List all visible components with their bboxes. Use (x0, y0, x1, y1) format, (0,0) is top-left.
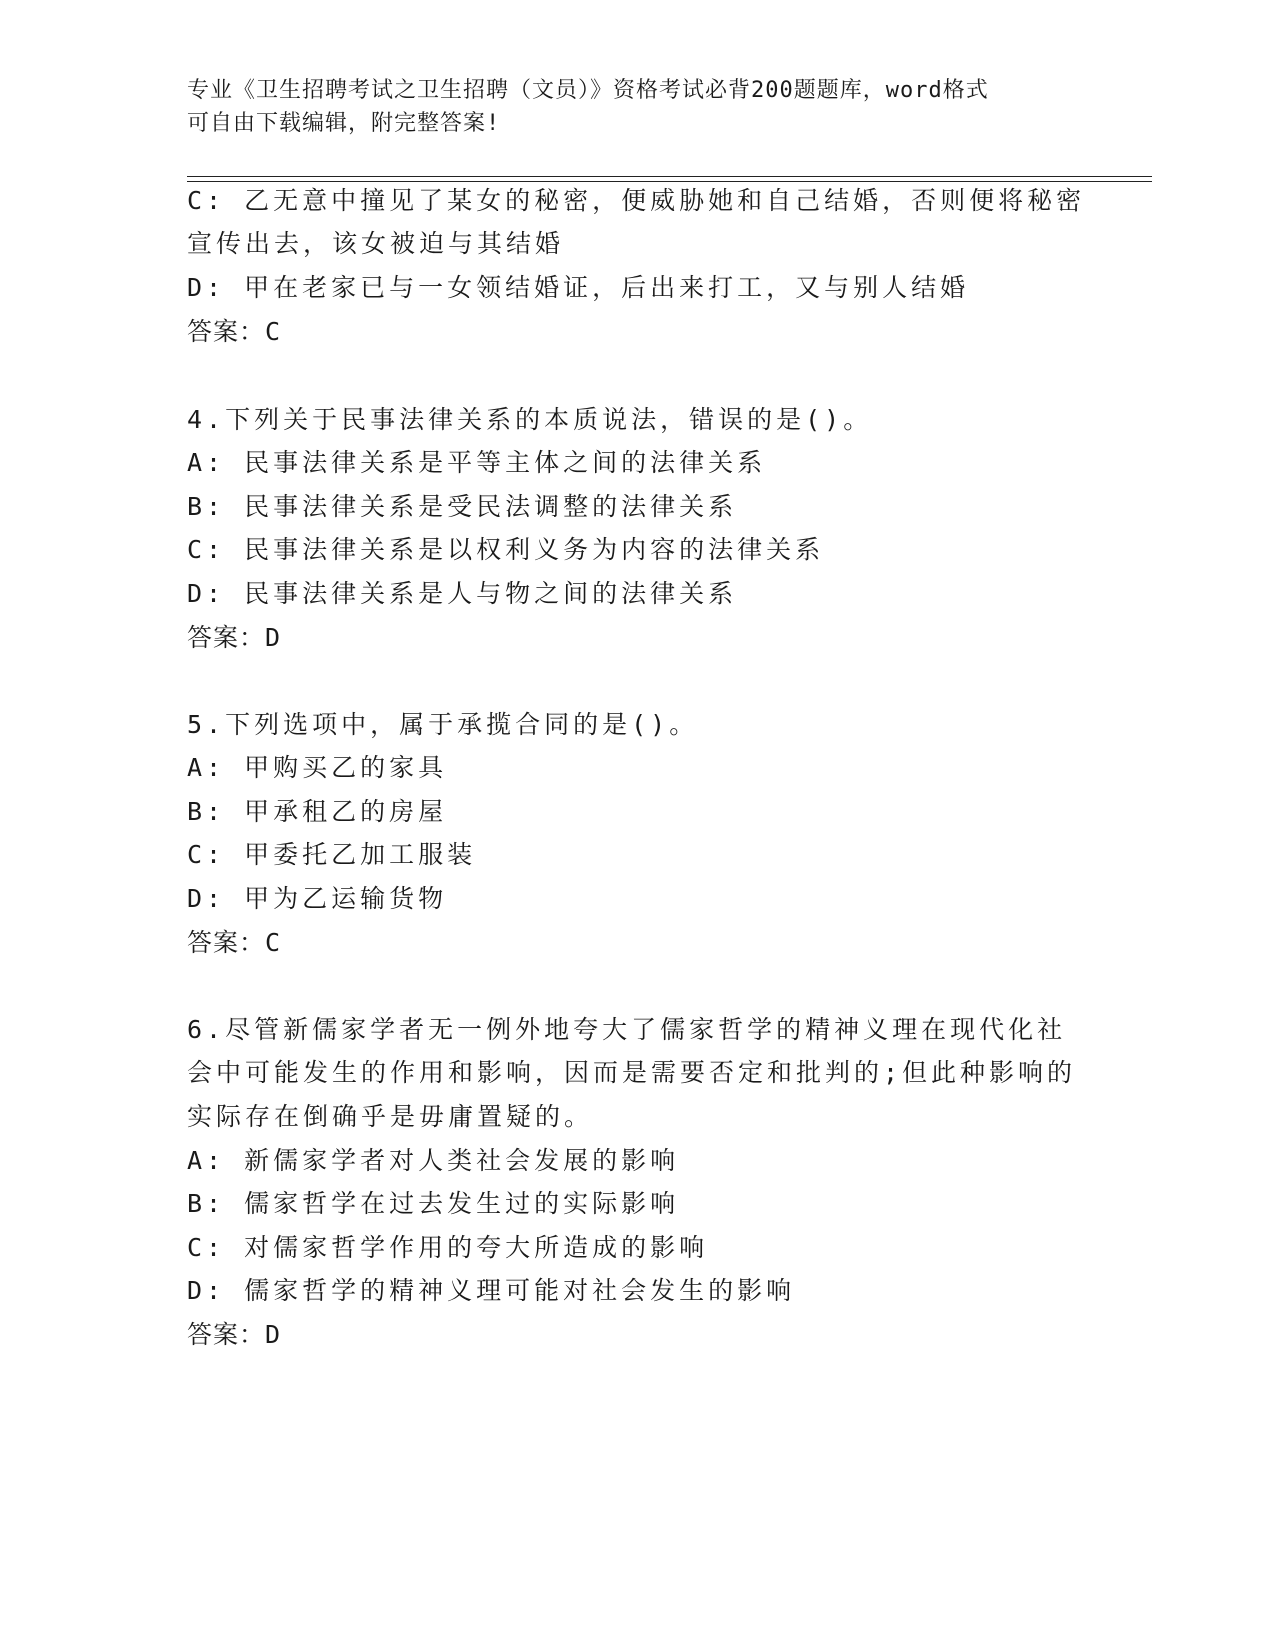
q6-stem-line3: 实际存在倒确乎是毋庸置疑的。 (187, 1102, 594, 1131)
q5-option-c: C: 甲委托乙加工服装 (187, 840, 477, 869)
q5-option-b: B: 甲承租乙的房屋 (187, 797, 448, 826)
q6-option-b: B: 儒家哲学在过去发生过的实际影响 (187, 1189, 680, 1218)
q6-option-a: A: 新儒家学者对人类社会发展的影响 (187, 1146, 680, 1175)
q6-stem-line2: 会中可能发生的作用和影响，因而是需要否定和批判的;但此种影响的 (187, 1058, 1077, 1087)
q3-answer: 答案：C (187, 317, 282, 346)
header-divider-bottom (187, 181, 1152, 182)
q3-option-c-line2: 宣传出去，该女被迫与其结婚 (187, 229, 565, 258)
q4-option-b: B: 民事法律关系是受民法调整的法律关系 (187, 492, 738, 521)
q4-option-d: D: 民事法律关系是人与物之间的法律关系 (187, 579, 738, 608)
document-header (187, 74, 1087, 140)
header-title-line1: 专业《卫生招聘考试之卫生招聘（文员）》资格考试必背200题题库，word格式 (187, 78, 989, 103)
header-divider-top (187, 176, 1152, 177)
q4-stem: 4.下列关于民事法律关系的本质说法，错误的是()。 (187, 405, 873, 434)
q3-option-d: D: 甲在老家已与一女领结婚证，后出来打工，又与别人结婚 (187, 273, 970, 302)
q6-answer: 答案：D (187, 1320, 282, 1349)
q5-option-d: D: 甲为乙运输货物 (187, 884, 448, 913)
q6-stem-line1: 6.尽管新儒家学者无一例外地夸大了儒家哲学的精神义理在现代化社 (187, 1015, 1067, 1044)
q6-option-c: C: 对儒家哲学作用的夸大所造成的影响 (187, 1233, 709, 1262)
q3-option-c-line1: C: 乙无意中撞见了某女的秘密，便威胁她和自己结婚，否则便将秘密 (187, 186, 1086, 215)
q5-answer: 答案：C (187, 928, 282, 957)
q6-option-d: D: 儒家哲学的精神义理可能对社会发生的影响 (187, 1276, 796, 1305)
q4-option-c: C: 民事法律关系是以权利义务为内容的法律关系 (187, 535, 825, 564)
q5-option-a: A: 甲购买乙的家具 (187, 753, 448, 782)
header-title-line2: 可自由下载编辑，附完整答案! (187, 111, 501, 136)
q5-stem: 5.下列选项中，属于承揽合同的是()。 (187, 710, 699, 739)
q4-option-a: A: 民事法律关系是平等主体之间的法律关系 (187, 448, 767, 477)
q4-answer: 答案：D (187, 623, 282, 652)
